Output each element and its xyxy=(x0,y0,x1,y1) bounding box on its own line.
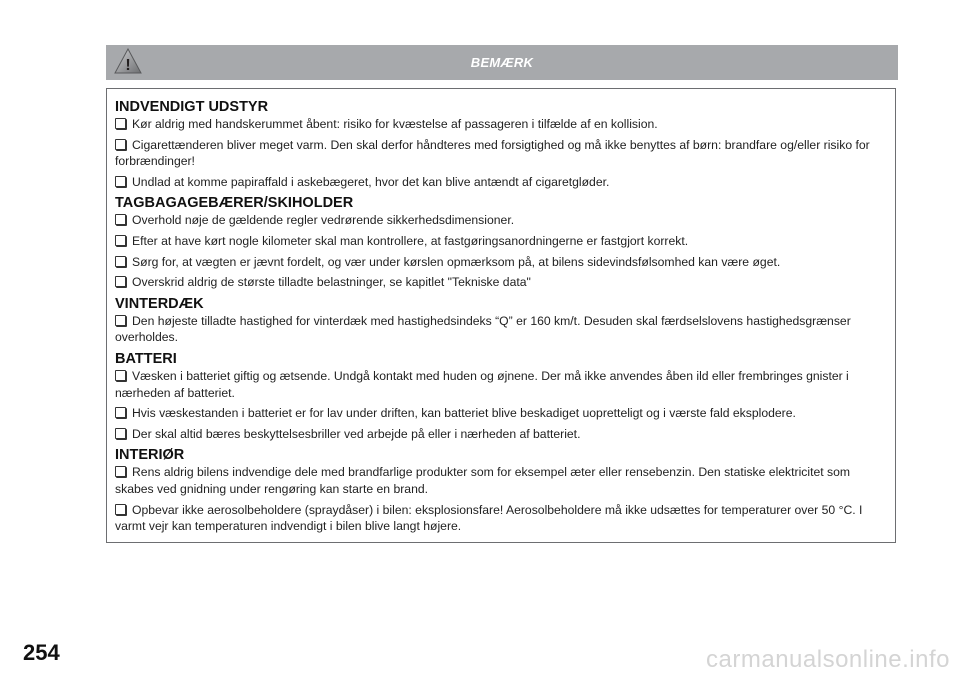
list-item xyxy=(115,212,887,229)
banner-title: BEMÆRK xyxy=(470,55,534,70)
list-item xyxy=(115,137,887,170)
item-text: Opbevar ikke aerosolbeholdere (spraydåser) i bilen: eksplosionsfare! Aerosolbeholdere må ikke udsættes for temperaturer over 50 °C. I varmt vejr kan temperaturen indvendigt i bilen blive langt højere. xyxy=(115,502,863,534)
checkbox-bullet-icon xyxy=(115,118,126,129)
list-item xyxy=(115,274,887,291)
checkbox-bullet-icon xyxy=(115,466,126,477)
list-item xyxy=(115,502,887,535)
page-number: 254 xyxy=(23,640,60,665)
list-item xyxy=(115,464,887,497)
item-text: Overskrid aldrig de største tilladte belastninger, se kapitlet "Tekniske data" xyxy=(132,275,531,290)
item-text: Rens aldrig bilens indvendige dele med brandfarlige produkter som for eksempel æter eller rensebenzin. Den statiske elektricitet som skabes ved gnidning under rengøring kan starte en brand. xyxy=(115,465,851,496)
watermark: carmanualsonline.info xyxy=(706,646,950,673)
list-item xyxy=(115,233,887,250)
item-text: Overhold nøje de gældende regler vedrørende sikkerhedsdimensioner. xyxy=(132,213,515,228)
item-text: Undlad at komme papiraffald i askebægeret, hvor det kan blive antændt af cigaretgløder. xyxy=(132,174,610,189)
section-tagbagagebaerer xyxy=(115,195,887,290)
item-text: Hvis væskestanden i batteriet er for lav under driften, kan batteriet blive beskadiget uopretteligt og i værste fald eksplodere. xyxy=(132,406,796,421)
section-heading: TAGBAGAGEBÆRER/SKIHOLDER xyxy=(115,195,354,212)
warning-glyph: ! xyxy=(125,57,131,74)
checkbox-bullet-icon xyxy=(115,370,126,381)
note-banner xyxy=(106,45,898,80)
checkbox-bullet-icon xyxy=(115,315,126,326)
checkbox-bullet-icon xyxy=(115,504,126,515)
checkbox-bullet-icon xyxy=(115,176,126,187)
list-item xyxy=(115,368,887,401)
list-item xyxy=(115,426,887,443)
section-heading: INTERIØR xyxy=(115,447,185,464)
list-item xyxy=(115,254,887,271)
section-heading: BATTERI xyxy=(115,350,177,367)
section-indvendigt-udstyr xyxy=(115,99,887,190)
section-heading: INDVENDIGT UDSTYR xyxy=(115,99,269,115)
checkbox-bullet-icon xyxy=(115,235,126,246)
checkbox-bullet-icon xyxy=(115,407,126,418)
item-text: Der skal altid bæres beskyttelsesbriller ved arbejde på eller i nærheden af batteriet. xyxy=(132,426,581,441)
item-text: Den højeste tilladte hastighed for vinterdæk med hastighedsindeks “Q” er 160 km/t. Desuden skal færdselslovens hastighedsgrænser overholdes. xyxy=(115,313,851,345)
checkbox-bullet-icon xyxy=(115,276,126,287)
list-item xyxy=(115,174,887,191)
list-item xyxy=(115,116,887,133)
checkbox-bullet-icon xyxy=(115,139,126,150)
note-box xyxy=(106,88,896,543)
list-item xyxy=(115,313,887,346)
section-vinterdaek xyxy=(115,296,887,346)
checkbox-bullet-icon xyxy=(115,428,126,439)
item-text: Væsken i batteriet giftig og ætsende. Undgå kontakt med huden og øjnene. Der må ikke anvendes åben ild eller frembringes gnister i nærheden af batteriet. xyxy=(115,368,849,400)
section-interioer xyxy=(115,447,887,534)
item-text: Sørg for, at vægten er jævnt fordelt, og vær under kørslen opmærksom på, at bilens sidevindsfølsomhed kan være øget. xyxy=(132,254,781,269)
checkbox-bullet-icon xyxy=(115,214,126,225)
item-text: Kør aldrig med handskerummet åbent: risiko for kvæstelse af passageren i tilfælde af en kollision. xyxy=(132,117,658,131)
item-text: Cigarettænderen bliver meget varm. Den skal derfor håndteres med forsigtighed og må ikke benyttes af børn: brandfare og/eller risiko for forbrændinger! xyxy=(115,137,870,169)
checkbox-bullet-icon xyxy=(115,256,126,267)
item-text: Efter at have kørt nogle kilometer skal man kontrollere, at fastgøringsanordningerne er fastgjort korrekt. xyxy=(132,233,689,248)
list-item xyxy=(115,405,887,422)
section-batteri xyxy=(115,351,887,442)
section-heading: VINTERDÆK xyxy=(115,295,204,312)
